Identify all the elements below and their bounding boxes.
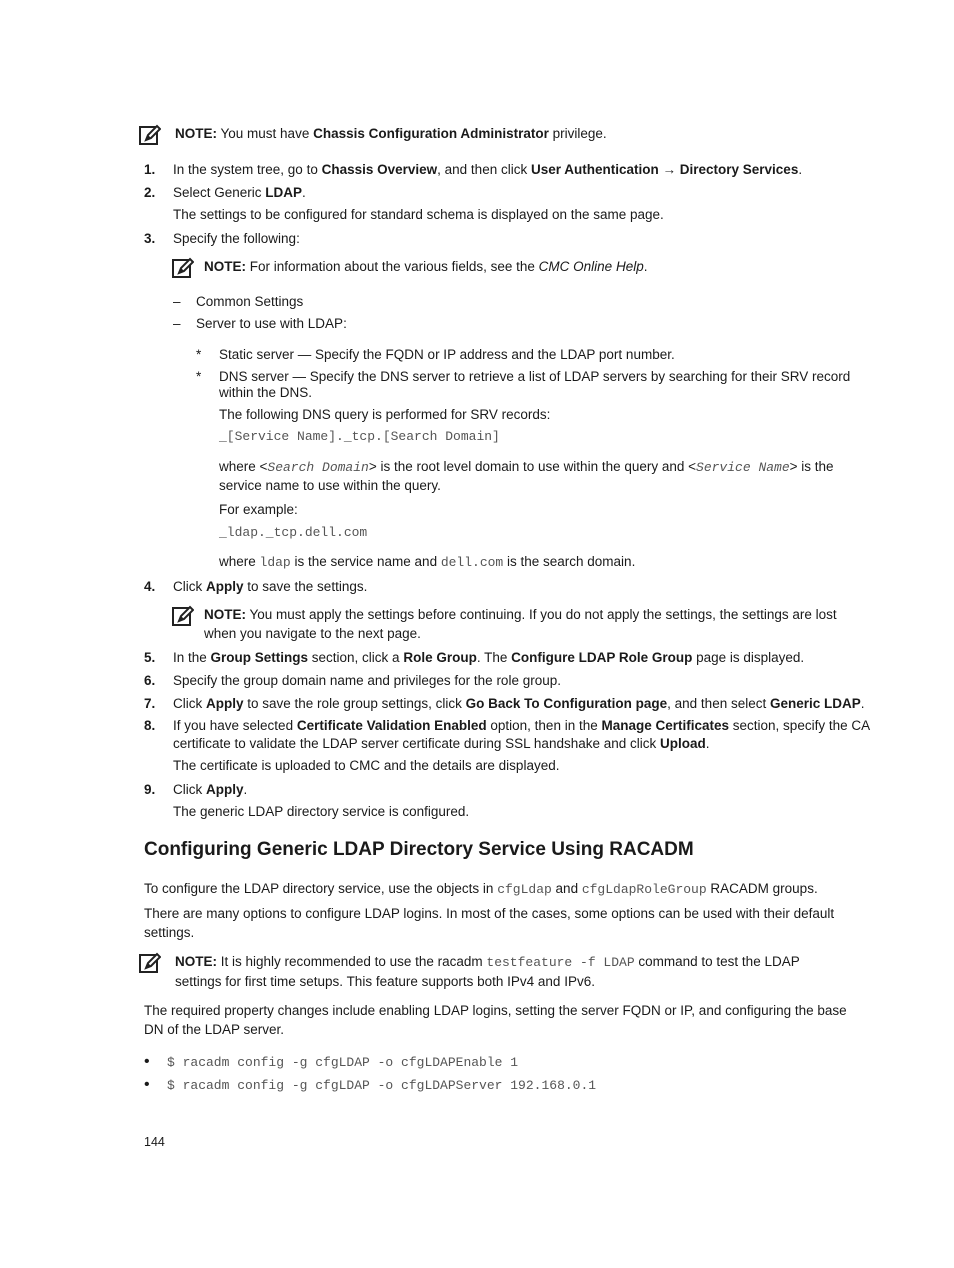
note-testfeature — [175, 953, 800, 971]
ui-term: Apply — [206, 696, 244, 711]
step-1-text — [173, 161, 802, 178]
property-changes-paragraph-cont: DN of the LDAP server. — [144, 1022, 285, 1037]
note-label: NOTE: — [204, 607, 246, 622]
text: , and then select — [667, 696, 770, 711]
ui-term: Generic LDAP — [769, 696, 861, 711]
star-item-dns-server: DNS server — Specify the DNS server to retrieve a list of LDAP servers by searching for their SRV record — [219, 369, 851, 384]
text: , and then click — [437, 162, 531, 177]
text: Click — [173, 782, 206, 797]
note-chassis-admin — [175, 125, 607, 142]
text: is the service name and — [290, 554, 441, 569]
step-7-text — [173, 695, 865, 712]
step-2-result: The settings to be configured for standard schema is displayed on the same page. — [173, 207, 664, 222]
ui-term: Certificate Validation Enabled — [296, 718, 487, 733]
text: To configure the LDAP directory service, use the objects in — [144, 881, 498, 896]
text: RACADM groups. — [706, 881, 818, 896]
note-online-help — [204, 258, 647, 275]
dash-mark: – — [173, 294, 181, 309]
text: Click — [173, 696, 206, 711]
text: . — [860, 696, 865, 711]
step-number: 8. — [144, 718, 156, 733]
dash-item-server-ldap: Server to use with LDAP: — [196, 316, 347, 331]
text: > is the root level domain to use within the query and < — [368, 459, 697, 474]
step-number: 9. — [144, 782, 156, 797]
for-example: For example: — [219, 502, 298, 517]
inline-code: cfgLdap — [497, 882, 552, 897]
section-intro-paragraph — [144, 880, 818, 898]
step-5-text — [173, 649, 804, 666]
text: > is the — [789, 459, 834, 474]
step-9-result: The generic LDAP directory service is configured. — [173, 804, 470, 819]
where-search-domain-cont: service name to use within the query. — [219, 478, 441, 493]
note-label: NOTE: — [175, 126, 217, 141]
ui-term: User Authentication — [530, 162, 659, 177]
note-apply-settings — [204, 606, 837, 623]
step-8-result: The certificate is uploaded to CMC and the details are displayed. — [173, 758, 560, 773]
text: You must apply the settings before continuing. If you do not apply the settings, the settings are lost — [249, 607, 837, 622]
where-ldap — [219, 553, 635, 571]
text: . — [798, 162, 803, 177]
text: is the search domain. — [503, 554, 636, 569]
text: Select Generic — [173, 185, 266, 200]
note-label: NOTE: — [204, 259, 246, 274]
ui-term: Apply — [206, 782, 244, 797]
text: Click — [173, 579, 206, 594]
text: It is highly recommended to use the racadm — [220, 954, 487, 969]
step-3-text: Specify the following: — [173, 231, 300, 246]
command-bullet: $ racadm config -g cfgLDAP -o cfgLDAPServer 192.168.0.1 — [167, 1078, 597, 1093]
star-item-dns-server-cont: within the DNS. — [219, 385, 313, 400]
text: where < — [219, 459, 268, 474]
step-2-text — [173, 184, 306, 201]
text: . — [302, 185, 306, 200]
placeholder-code: Search Domain — [267, 460, 369, 475]
ui-term: Go Back To Configuration page — [465, 696, 668, 711]
star-item-static-server: Static server — Specify the FQDN or IP address and the LDAP port number. — [219, 347, 675, 362]
step-number: 2. — [144, 185, 156, 200]
inline-code: ldap — [259, 555, 291, 570]
text: where — [219, 554, 260, 569]
star-mark: * — [196, 347, 202, 362]
text: . — [643, 259, 648, 274]
arrow: → — [658, 162, 680, 177]
ui-term: LDAP — [265, 185, 303, 200]
step-8-text-cont — [173, 735, 710, 752]
dns-query-code: _[Service Name]._tcp.[Search Domain] — [219, 429, 500, 444]
text: For information about the various fields, see the — [249, 259, 539, 274]
dash-mark: – — [173, 316, 181, 331]
step-number: 5. — [144, 650, 156, 665]
dns-query-text: The following DNS query is performed for SRV records: — [219, 407, 551, 422]
note-testfeature-cont: settings for first time setups. This feature supports both IPv4 and IPv6. — [175, 974, 595, 989]
ui-term: Manage Certificates — [601, 718, 730, 733]
inline-code: testfeature -f LDAP — [486, 955, 635, 970]
note-text: privilege. — [548, 126, 607, 141]
step-number: 1. — [144, 162, 156, 177]
note-text: You must have — [220, 126, 314, 141]
bullet: • — [144, 1076, 150, 1093]
step-8-text — [173, 717, 870, 734]
text: to save the role group settings, click — [243, 696, 466, 711]
text: command to test the LDAP — [634, 954, 800, 969]
bullet: • — [144, 1053, 150, 1070]
step-number: 6. — [144, 673, 156, 688]
text: . — [243, 782, 248, 797]
command-bullet: $ racadm config -g cfgLDAP -o cfgLDAPEnable 1 — [167, 1055, 519, 1070]
text: section, specify the CA — [729, 718, 871, 733]
text: In the — [173, 650, 211, 665]
text: option, then in the — [486, 718, 602, 733]
options-paragraph: There are many options to configure LDAP logins. In most of the cases, some options can be used with their default — [144, 906, 835, 921]
inline-code: dell.com — [440, 555, 504, 570]
ui-term: Apply — [206, 579, 244, 594]
step-number: 3. — [144, 231, 156, 246]
options-paragraph-cont: settings. — [144, 925, 195, 940]
ui-term: Role Group — [403, 650, 477, 665]
pencil-note-icon — [172, 257, 194, 279]
pencil-note-icon — [139, 952, 161, 974]
section-heading: Configuring Generic LDAP Directory Service Using RACADM — [144, 839, 694, 860]
page-number: 144 — [144, 1135, 165, 1149]
text: In the system tree, go to — [173, 162, 322, 177]
text: . — [705, 736, 710, 751]
text: certificate to validate the LDAP server certificate during SSL handshake and click — [173, 736, 661, 751]
pencil-note-icon — [139, 124, 161, 146]
ui-term: Group Settings — [210, 650, 309, 665]
star-mark: * — [196, 369, 202, 384]
example-code: _ldap._tcp.dell.com — [219, 525, 368, 540]
note-label: NOTE: — [175, 954, 217, 969]
step-number: 4. — [144, 579, 156, 594]
property-changes-paragraph: The required property changes include enabling LDAP logins, setting the server FQDN or IP, and configuring the base — [144, 1003, 847, 1018]
ui-term: Chassis Overview — [321, 162, 438, 177]
step-9-text — [173, 781, 247, 798]
dash-item-common-settings: Common Settings — [196, 294, 304, 309]
ui-term: Directory Services — [679, 162, 799, 177]
where-search-domain — [219, 458, 834, 476]
step-4-text — [173, 578, 367, 595]
text: section, click a — [308, 650, 404, 665]
text: to save the settings. — [243, 579, 368, 594]
text: page is displayed. — [692, 650, 805, 665]
note-bold: Chassis Configuration Administrator — [313, 126, 549, 141]
text: If you have selected — [173, 718, 297, 733]
doc-reference: CMC Online Help — [538, 259, 644, 274]
step-6-text: Specify the group domain name and privileges for the role group. — [173, 673, 561, 688]
inline-code: cfgLdapRoleGroup — [581, 882, 707, 897]
placeholder-code: Service Name — [696, 460, 790, 475]
ui-term: Upload — [660, 736, 706, 751]
step-number: 7. — [144, 696, 156, 711]
ui-term: Configure LDAP Role Group — [511, 650, 693, 665]
text: and — [551, 881, 582, 896]
pencil-note-icon — [172, 605, 194, 627]
note-apply-settings-cont: when you navigate to the next page. — [204, 626, 421, 641]
text: . The — [476, 650, 512, 665]
